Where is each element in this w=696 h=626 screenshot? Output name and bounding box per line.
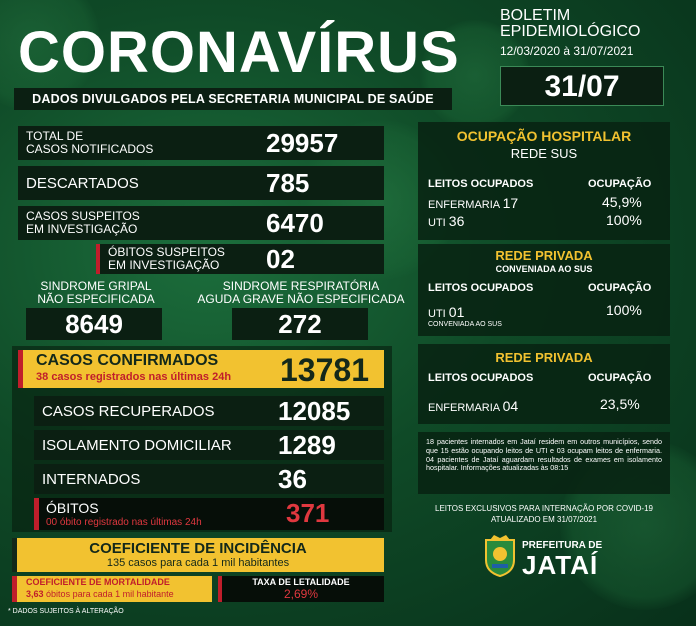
accent-bar xyxy=(18,350,23,388)
stat-label xyxy=(26,130,153,156)
mortalidade-card xyxy=(12,576,212,602)
srag-label-line: SINDROME RESPIRATÓRIA xyxy=(222,279,380,293)
confirmados-value: 13781 xyxy=(280,352,369,388)
stat-label: ISOLAMENTO DOMICILIAR xyxy=(42,437,232,454)
mortalidade-sub xyxy=(26,589,174,599)
accent-bar xyxy=(12,538,17,572)
bulletin-date: 31/07 xyxy=(500,66,664,106)
row-value: 36 xyxy=(448,213,465,229)
stat-value: 02 xyxy=(266,244,295,274)
stat-value: 1289 xyxy=(278,430,336,460)
leitos-note xyxy=(418,503,670,525)
incidencia-sub: 135 casos para cada 1 mil habitantes xyxy=(106,557,290,569)
stat-label: ÓBITOS xyxy=(46,500,99,516)
city-name: JATAÍ xyxy=(522,550,599,580)
boletim-period: 12/03/2020 à 31/07/2021 xyxy=(500,44,634,58)
hospital-subtitle: REDE SUS xyxy=(510,146,578,161)
privada1-title: REDE PRIVADA xyxy=(495,248,593,263)
boletim-line-2: EPIDEMIOLÓGICO xyxy=(500,23,641,40)
stat-label-line: CASOS SUSPEITOS xyxy=(26,209,140,223)
confirmados-sub xyxy=(36,371,231,383)
stat-value: 29957 xyxy=(266,128,339,158)
privada1-uti-note: CONVENIADA AO SUS xyxy=(428,321,502,328)
stat-label-line: TOTAL DE xyxy=(26,129,84,143)
privada2-enf-row xyxy=(428,398,518,414)
mortalidade-value: 3,63 xyxy=(26,589,44,599)
privada1-col1: LEITOS OCUPADOS xyxy=(428,282,534,294)
privada2-col2: OCUPAÇÃO xyxy=(588,372,652,384)
mortalidade-label: COEFICIENTE DE MORTALIDADE xyxy=(26,577,170,587)
row-label: UTI xyxy=(428,308,446,320)
incidencia-label: COEFICIENTE DE INCIDÊNCIA xyxy=(89,540,307,557)
privada2-enf-pct: 23,5% xyxy=(600,396,640,412)
row-label: UTI xyxy=(428,217,446,229)
stat-value: 371 xyxy=(286,498,330,528)
privada1-subtitle: CONVENIADA AO SUS xyxy=(495,264,593,274)
stat-obitos-suspeitos xyxy=(96,244,384,274)
gripal-value: 8649 xyxy=(26,308,162,340)
letalidade-label: TAXA DE LETALIDADE xyxy=(252,577,350,587)
letalidade-value: 2,69% xyxy=(283,587,319,601)
gripal-label-line: SINDROME GRIPAL xyxy=(40,279,152,293)
hospital-uti-row xyxy=(428,213,464,229)
confirmados-card xyxy=(18,350,384,388)
hospital-enf-row xyxy=(428,195,518,211)
city-seal-icon xyxy=(482,534,518,578)
leitos-line-1: LEITOS EXCLUSIVOS PARA INTERNAÇÃO POR COVID-19 xyxy=(435,504,653,513)
stat-value: 6470 xyxy=(266,208,324,238)
stat-value: 785 xyxy=(266,168,310,198)
page-title: CORONAVÍRUS xyxy=(18,20,460,85)
boletim-heading xyxy=(500,8,640,40)
mortalidade-text: óbitos para cada 1 mil habitante xyxy=(46,589,174,599)
stat-internados xyxy=(34,464,384,494)
stat-isolamento xyxy=(34,430,384,460)
hospital-panel xyxy=(418,122,670,240)
incidencia-card xyxy=(12,538,384,572)
stat-recuperados xyxy=(34,396,384,426)
confirmados-label: CASOS CONFIRMADOS xyxy=(36,352,219,369)
gripal-label-line: NÃO ESPECIFICADA xyxy=(37,292,155,306)
page-subtitle: DADOS DIVULGADOS PELA SECRETARIA MUNICIPAL DE SAÚDE xyxy=(14,88,452,110)
stat-label: DESCARTADOS xyxy=(26,175,139,192)
prefeitura-label: PREFEITURA DE xyxy=(522,540,603,551)
accent-bar xyxy=(96,244,100,274)
privada1-panel xyxy=(418,244,670,336)
row-value: 17 xyxy=(502,195,519,211)
letalidade-card xyxy=(218,576,384,602)
stat-notificados xyxy=(18,126,384,160)
row-value: 04 xyxy=(502,398,519,414)
stat-label: CASOS RECUPERADOS xyxy=(42,403,215,420)
stat-label xyxy=(108,246,225,272)
accent-bar xyxy=(34,498,39,530)
srag-label-line: AGUDA GRAVE NÃO ESPECIFICADA xyxy=(197,292,405,306)
disclaimer: * DADOS SUJEITOS À ALTERAÇÃO xyxy=(8,608,124,615)
stat-descartados xyxy=(18,166,384,200)
privada1-uti-pct: 100% xyxy=(606,302,642,318)
stat-obitos xyxy=(34,498,384,530)
note-box: 18 pacientes internados em Jataí residem em outros municípios, sendo que 15 estão ocupando leitos de UTI e 03 ocupam leitos de enfermaria. 04 pacientes de Jataí aguardam resultados de exames em isolamento hospitalar. Informações atualizadas às 08:15 xyxy=(418,432,670,494)
stat-value: 36 xyxy=(278,464,307,494)
confirmados-sub-text: casos registrados nas últimas 24h xyxy=(51,371,232,383)
hospital-title: OCUPAÇÃO HOSPITALAR xyxy=(456,128,632,144)
leitos-line-2: ATUALIZADO EM 31/07/2021 xyxy=(490,515,598,524)
row-label: ENFERMARIA xyxy=(428,199,500,211)
obitos-sub: 00 óbito registrado nas últimas 24h xyxy=(46,517,202,528)
gripal-label xyxy=(26,280,166,306)
accent-bar xyxy=(218,576,222,602)
privada1-col2: OCUPAÇÃO xyxy=(588,282,652,294)
row-label: ENFERMARIA xyxy=(428,402,500,414)
privada2-panel xyxy=(418,344,670,424)
hospital-col2: OCUPAÇÃO xyxy=(588,178,652,190)
hospital-uti-pct: 100% xyxy=(606,212,642,228)
stat-label: INTERNADOS xyxy=(42,471,141,488)
srag-value: 272 xyxy=(232,308,368,340)
stat-suspeitos xyxy=(18,206,384,240)
privada1-uti-row xyxy=(428,304,464,320)
srag-label xyxy=(188,280,414,306)
stat-label-line: EM INVESTIGAÇÃO xyxy=(108,258,220,272)
privada2-title: REDE PRIVADA xyxy=(495,350,593,365)
hospital-col1: LEITOS OCUPADOS xyxy=(428,178,534,190)
boletim-line-1: BOLETIM xyxy=(500,7,571,24)
confirmados-sub-count: 38 xyxy=(36,371,49,383)
privada2-col1: LEITOS OCUPADOS xyxy=(428,372,534,384)
stat-label-line: CASOS NOTIFICADOS xyxy=(26,142,154,156)
accent-bar xyxy=(12,576,17,602)
stat-label-line: ÓBITOS SUSPEITOS xyxy=(108,245,225,259)
stat-label-line: EM INVESTIGAÇÃO xyxy=(26,222,138,236)
hospital-enf-pct: 45,9% xyxy=(602,194,642,210)
row-value: 01 xyxy=(448,304,465,320)
stat-label xyxy=(26,210,140,236)
stat-value: 12085 xyxy=(278,396,351,426)
